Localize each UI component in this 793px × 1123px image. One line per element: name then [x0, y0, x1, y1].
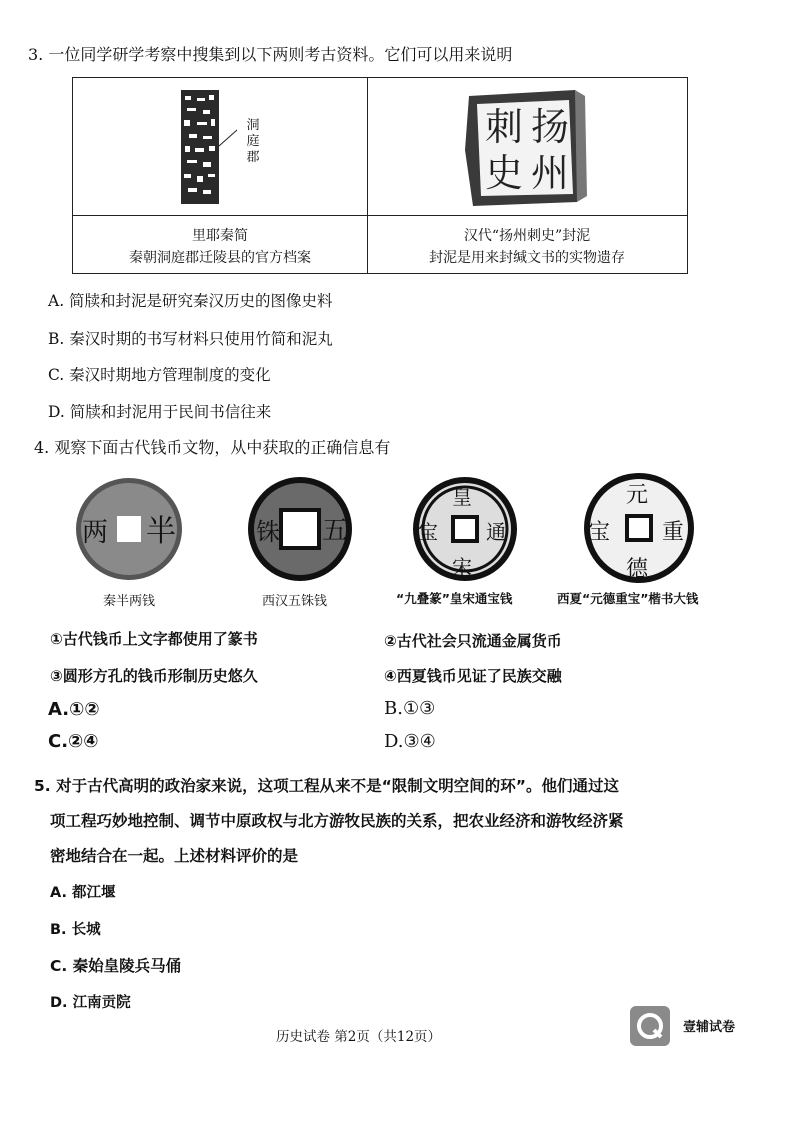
brand-name: 壹辅试卷	[683, 1020, 736, 1035]
seal-char: 刺	[484, 105, 523, 149]
left-caption-desc: 秦朝洞庭郡迁陵县的官方档案	[129, 250, 311, 266]
q4-statement-2: ②古代社会只流通金属货币	[384, 632, 562, 650]
coin-caption-2: 西汉五铢钱	[262, 594, 328, 609]
right-caption-desc: 封泥是用来封缄文书的实物遗存	[429, 250, 625, 266]
right-caption-title: 汉代“扬州刺史”封泥	[463, 228, 591, 244]
left-caption-title: 里耶秦简	[192, 228, 248, 244]
coin-char: 德	[626, 557, 649, 582]
q5-text-line-3: 密地结合在一起。上述材料评价的是	[50, 847, 299, 865]
q4-option-c[interactable]: C.②④	[48, 731, 99, 752]
coin-char: 宝	[588, 520, 611, 545]
q5-option-c[interactable]: C. 秦始皇陵兵马俑	[50, 957, 182, 975]
seal-char: 州	[530, 151, 569, 195]
q4-statement-4: ④西夏钱币见证了民族交融	[384, 667, 562, 685]
coin-caption-4: 西夏“元德重宝”楷书大钱	[557, 591, 699, 606]
coin-char: 两	[82, 518, 109, 548]
q5-option-d[interactable]: D. 江南贡院	[50, 995, 131, 1011]
coin-char: 宋	[452, 555, 472, 579]
q4-title: 4. 观察下面古代钱币文物，从中获取的正确信息有	[34, 438, 391, 457]
q4-option-b[interactable]: B.①③	[384, 698, 436, 719]
coin-caption-1: 秦半两钱	[103, 594, 156, 609]
coin-char: 皇	[452, 485, 472, 509]
brand-logo-icon	[630, 1006, 670, 1046]
page-footer: 历史试卷 第2页（共12页）	[276, 1029, 442, 1045]
q3-option-c[interactable]: C. 秦汉时期地方管理制度的变化	[48, 366, 271, 384]
coin-char: 五	[322, 516, 349, 546]
coin-char: 宝	[418, 520, 438, 544]
seal-char: 扬	[530, 105, 569, 149]
seal-characters	[481, 104, 573, 196]
q3-option-b[interactable]: B. 秦汉时期的书写材料只使用竹简和泥丸	[48, 330, 333, 348]
q4-statement-3: ③圆形方孔的钱币形制历史悠久	[50, 667, 258, 685]
q3-title: 3. 一位同学研学考察中搜集到以下两则考古资料。它们可以用来说明	[28, 45, 513, 64]
coin-char: 铢	[256, 518, 280, 546]
coin-char: 通	[486, 520, 506, 544]
q4-statement-1: ①古代钱币上文字都使用了篆书	[50, 630, 258, 648]
q5-text-line-2: 项工程巧妙地控制、调节中原政权与北方游牧民族的关系，把农业经济和游牧经济紧	[50, 812, 624, 830]
q4-option-a[interactable]: A.①②	[48, 699, 100, 720]
q3-option-a[interactable]: A. 简牍和封泥是研究秦汉历史的图像史料	[48, 292, 333, 310]
coin-caption-3: “九叠篆”皇宋通宝钱	[396, 591, 513, 606]
q3-material-table	[72, 77, 688, 274]
q3-option-d[interactable]: D. 简牍和封泥用于民间书信往来	[48, 403, 272, 421]
coin-char: 重	[662, 520, 685, 545]
seal-char: 史	[484, 151, 523, 195]
coin-char: 半	[146, 514, 176, 549]
coin-char: 元	[626, 483, 649, 508]
slip-label: 洞 庭 郡	[246, 118, 260, 165]
q5-text-line-1: 5. 对于古代高明的政治家来说，这项工程从来不是“限制文明空间的环”。他们通过这	[34, 777, 619, 795]
q5-option-a[interactable]: A. 都江堰	[50, 885, 116, 901]
q5-option-b[interactable]: B. 长城	[50, 922, 101, 938]
q4-option-d[interactable]: D.③④	[384, 731, 436, 752]
